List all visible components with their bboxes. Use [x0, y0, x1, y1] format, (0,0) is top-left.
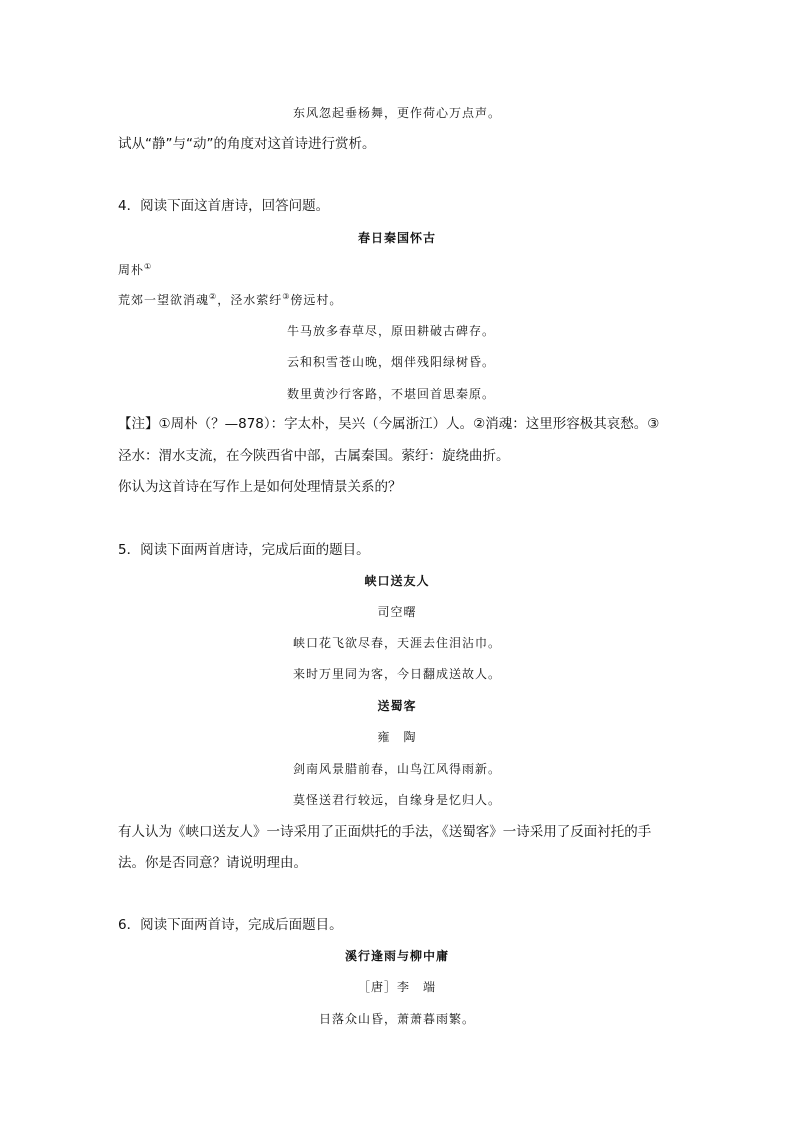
q4-author-note-mark: ①	[144, 262, 153, 271]
q4-line1-part-a: 荒郊一望欲消魂	[118, 293, 210, 307]
q5-prompt: 5．阅读下面两首唐诗，完成后面的题目。	[118, 542, 370, 558]
q6-poem-author: ［唐］李 端	[357, 980, 436, 994]
q3-question: 试从“静”与“动”的角度对这首诗进行赏析。	[118, 136, 376, 152]
q5-poem2-line-1: 剑南风景腊前春，山鸟江风得雨新。	[292, 762, 501, 776]
q4-note-line-2: 泾水：渭水支流，在今陕西省中部，古属秦国。萦纡：旋绕曲折。	[118, 448, 510, 464]
q4-author-name: 周朴	[118, 263, 145, 277]
q4-question: 你认为这首诗在写作上是如何处理情景关系的？	[118, 479, 402, 495]
q5-poem1-line-1: 峡口花飞欲尽春，天涯去住泪沾巾。	[292, 636, 501, 650]
q5-poem2-line-2: 莫怪送君行较远，自缘身是忆归人。	[292, 793, 501, 807]
q4-poem-title: 春日秦国怀古	[357, 231, 436, 245]
q6-prompt: 6．阅读下面两首诗，完成后面题目。	[118, 917, 343, 933]
q4-prompt: 4．阅读下面这首唐诗，回答问题。	[118, 198, 330, 214]
q4-line1-part-b: ，泾水萦纡	[217, 293, 283, 307]
q4-line1-note-b: ③	[282, 292, 291, 301]
q5-poem2-title: 送蜀客	[377, 699, 417, 713]
q4-poem-line-2: 牛马放多春草尽，原田耕破古碑存。	[287, 324, 496, 338]
q4-poem-line-4: 数里黄沙行客路，不堪回首思秦原。	[287, 387, 496, 401]
q5-poem2-author: 雍 陶	[377, 730, 417, 744]
q6-poem-line-1: 日落众山昏，萧萧暮雨繁。	[318, 1012, 475, 1026]
q4-poem-author	[118, 261, 152, 279]
q4-poem-line-1	[118, 291, 342, 309]
q4-note-line-1: 【注】①周朴（？—878）：字太朴，吴兴（今属浙江）人。②消魂：这里形容极其哀愁。③	[118, 416, 660, 432]
q5-question-line-1: 有人认为《峡口送友人》一诗采用了正面烘托的手法，《送蜀客》一诗采用了反面衬托的手	[118, 824, 652, 840]
q4-line1-part-c: 傍远村。	[290, 293, 343, 307]
q3-poem-last-line: 东风忽起垂杨舞，更作荷心万点声。	[292, 106, 501, 120]
q5-poem1-line-2: 来时万里同为客，今日翻成送故人。	[292, 667, 501, 681]
q5-poem1-title: 峡口送友人	[364, 574, 430, 588]
q4-line1-note-a: ②	[209, 292, 218, 301]
q5-poem1-author: 司空曙	[377, 605, 417, 619]
q5-question-line-2: 法。你是否同意？请说明理由。	[118, 855, 307, 871]
q6-poem-title: 溪行逢雨与柳中庸	[344, 949, 449, 963]
q4-poem-line-3: 云和积雪苍山晚，烟伴残阳绿树昏。	[287, 355, 496, 369]
